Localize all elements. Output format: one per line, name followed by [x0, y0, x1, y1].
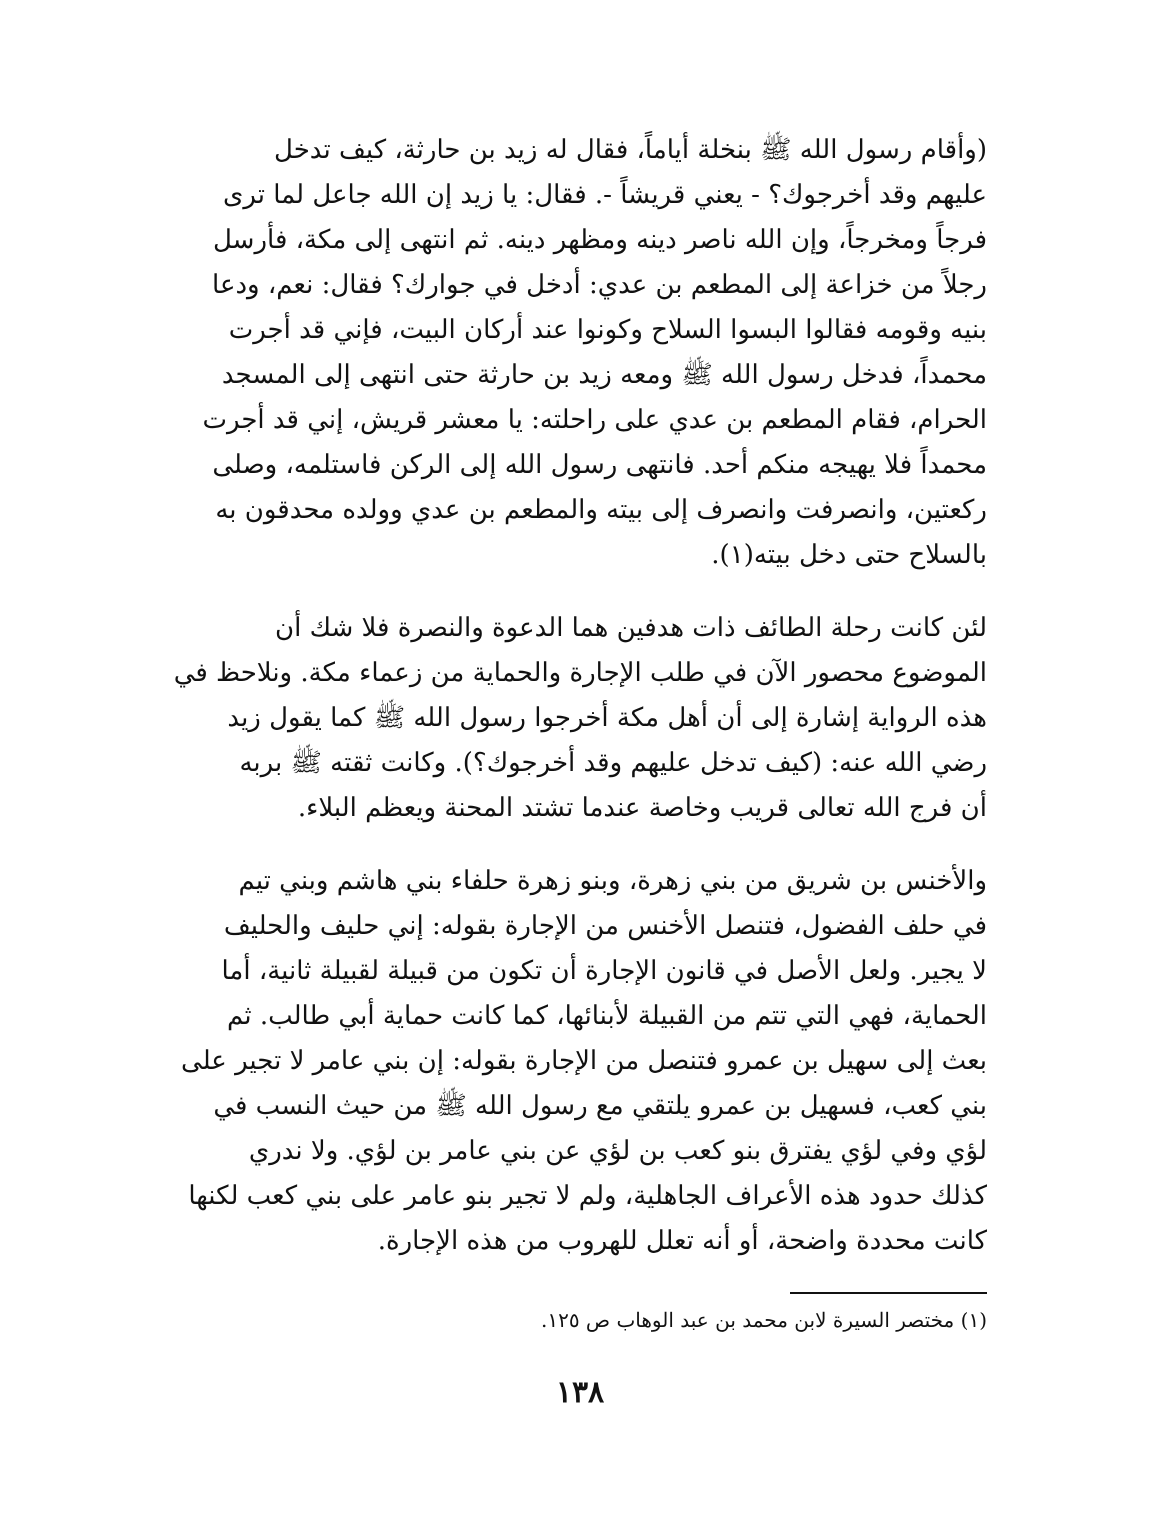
text-line: لؤي وفي لؤي يفترق بنو كعب بن لؤي عن بني عامر بن لؤي. ولا ندري — [248, 1136, 987, 1166]
text-line: محمداً، فدخل رسول الله ﷺ ومعه زيد بن حارثة حتى انتهى إلى المسجد — [221, 360, 987, 390]
text-line: الحماية، فهي التي تتم من القبيلة لأبنائها، كما كانت حماية أبي طالب. ثم — [227, 1001, 987, 1031]
text-line: رضي الله عنه: (كيف تدخل عليهم وقد أخرجوك؟). وكانت ثقته ﷺ بربه — [239, 748, 987, 778]
text-line: أن فرج الله تعالى قريب وخاصة عندما تشتد المحنة ويعظم البلاء. — [297, 793, 987, 823]
text-line: كذلك حدود هذه الأعراف الجاهلية، ولم لا تجير بنو عامر على بني كعب لكنها — [188, 1181, 987, 1211]
text-line: هذه الرواية إشارة إلى أن أهل مكة أخرجوا رسول الله ﷺ كما يقول زيد — [227, 703, 987, 733]
text-line: في حلف الفضول، فتنصل الأخنس من الإجارة بقوله: إني حليف والحليف — [223, 911, 987, 941]
paragraph-1 — [160, 128, 987, 578]
paragraph-3 — [160, 859, 987, 1264]
text-line: الحرام، فقام المطعم بن عدي على راحلته: يا معشر قريش، إني قد أجرت — [202, 405, 987, 435]
text-line: بالسلاح حتى دخل بيته(١). — [711, 540, 987, 570]
text-line: كانت محددة واضحة، أو أنه تعلل للهروب من هذه الإجارة. — [377, 1226, 987, 1256]
text-line: عليهم وقد أخرجوك؟ - يعني قريشاً -. فقال: يا زيد إن الله جاعل لما ترى — [223, 180, 987, 210]
page-number: ١٣٨ — [555, 1375, 605, 1410]
text-line: محمداً فلا يهيجه منكم أحد. فانتهى رسول الله إلى الركن فاستلمه، وصلى — [212, 450, 987, 480]
text-line: (وأقام رسول الله ﷺ بنخلة أياماً، فقال له زيد بن حارثة، كيف تدخل — [274, 135, 987, 165]
text-line: ركعتين، وانصرفت وانصرف إلى بيته والمطعم بن عدي وولده محدقون به — [215, 495, 987, 525]
text-line: بعث إلى سهيل بن عمرو فتنصل من الإجارة بقوله: إن بني عامر لا تجير على — [181, 1046, 987, 1076]
footnote: (١) مختصر السيرة لابن محمد بن عبد الوهاب ص ١٢٥. — [540, 1308, 987, 1332]
paragraph-2 — [160, 606, 987, 831]
text-line: بنيه وقومه فقالوا البسوا السلاح وكونوا عند أركان البيت، فإني قد أجرت — [228, 315, 987, 345]
text-line: بني كعب، فسهيل بن عمرو يلتقي مع رسول الله ﷺ من حيث النسب في — [213, 1091, 987, 1121]
text-line: لئن كانت رحلة الطائف ذات هدفين هما الدعوة والنصرة فلا شك أن — [274, 613, 987, 643]
text-line: لا يجير. ولعل الأصل في قانون الإجارة أن تكون من قبيلة لقبيلة ثانية، أما — [221, 956, 987, 986]
footnote-divider — [790, 1292, 987, 1294]
text-line: الموضوع محصور الآن في طلب الإجارة والحماية من زعماء مكة. ونلاحظ في — [173, 658, 987, 688]
text-line: والأخنس بن شريق من بني زهرة، وبنو زهرة حلفاء بني هاشم وبني تيم — [238, 866, 987, 896]
text-line: رجلاً من خزاعة إلى المطعم بن عدي: أدخل في جوارك؟ فقال: نعم، ودعا — [212, 270, 987, 300]
text-line: فرجاً ومخرجاً، وإن الله ناصر دينه ومظهر دينه. ثم انتهى إلى مكة، فأرسل — [212, 225, 987, 255]
